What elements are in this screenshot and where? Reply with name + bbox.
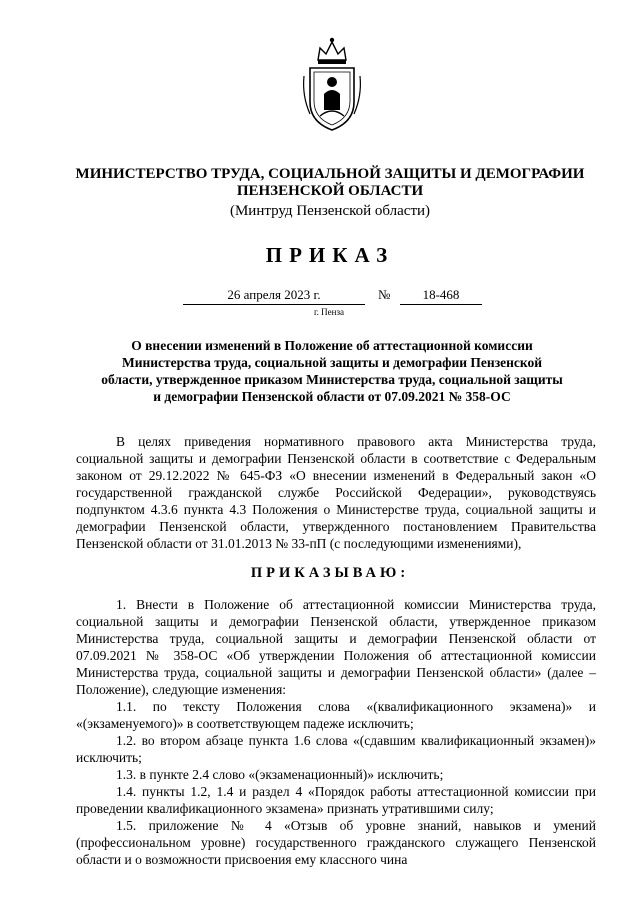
order-dateline <box>0 287 640 327</box>
order-item: 1.5. приложение № 4 «Отзыв об уровне знаний, навыков и умений (профессиональном уровне) государственного гражданского служащего Пензенской области и о возможности присвоения ему классного чина <box>76 818 596 867</box>
order-subject <box>72 337 592 405</box>
ministry-name <box>60 166 600 200</box>
ministry-name-line1: МИНИСТЕРСТВО ТРУДА, СОЦИАЛЬНОЙ ЗАЩИТЫ И ДЕМОГРАФИИ <box>75 166 585 182</box>
subject-line1: О внесении изменений в Положение об аттестационной комиссии <box>131 338 533 353</box>
subject-line3: области, утвержденное приказом Министерства труда, социальной защиты <box>101 372 563 387</box>
order-item: 1.2. во втором абзаце пункта 1.6 слова «(сдавшим квалификационный экзамен)» исключить; <box>76 733 596 765</box>
order-number: 18-468 <box>400 287 482 305</box>
ministry-name-line2: ПЕНЗЕНСКОЙ ОБЛАСТИ <box>236 183 424 199</box>
subject-line4: и демографии Пензенской области от 07.09.2021 № 358-ОС <box>153 389 511 404</box>
order-title: ПРИКАЗ <box>265 243 395 267</box>
order-items <box>76 596 596 868</box>
order-item: 1.3. в пункте 2.4 слово «(экзаменационный)» исключить; <box>116 767 444 782</box>
order-date: 26 апреля 2023 г. <box>183 287 365 305</box>
ministry-short-name: (Минтруд Пензенской области) <box>229 203 431 219</box>
orders-heading: ПРИКАЗЫВАЮ: <box>250 565 410 581</box>
preamble-paragraph: В целях приведения нормативного правового акта Министерства труда, социальной защиты и демографии Пензенской области в соответствие с Федеральным законом от 29.12.2022 № 645-ФЗ «О внесении изменений в Федеральный закон «О государственной гражданской службе Российской Федерации», руководствуясь подпунктом 4.3.6 пункта 4.3 Положения о Министерстве труда, социальной защиты и демографии Пензенской области, утвержденного постановлением Правительства Пензенской области от 31.01.2013 № 33-пП (с последующими изменениями), <box>76 433 596 551</box>
order-item: 1.1. по тексту Положения слова «(квалификационного экзамена)» и «(экзаменуемого)» в соответствующем падеже исключить; <box>76 699 596 731</box>
coat-of-arms-icon <box>300 36 364 134</box>
subject-line2: Министерства труда, социальной защиты и демографии Пензенской <box>121 355 543 370</box>
order-city: г. Пенза <box>314 307 345 317</box>
order-item: 1.4. пункты 1.2, 1.4 и раздел 4 «Порядок работы аттестационной комиссии при проведении квалификационного экзамена» признать утратившими силу; <box>76 784 596 816</box>
number-sign: № <box>378 287 391 302</box>
order-item: 1. Внести в Положение об аттестационной комиссии Министерства труда, социальной защиты и демографии Пензенской области, утвержденное приказом Министерства труда, социальной защиты и демографии Пензенской области от 07.09.2021 № 358-ОС «Об утверждении Положения об аттестационной комиссии Министерства труда, социальной защиты и демографии Пензенской области» (далее – Положение), следующие изменения: <box>76 597 596 697</box>
